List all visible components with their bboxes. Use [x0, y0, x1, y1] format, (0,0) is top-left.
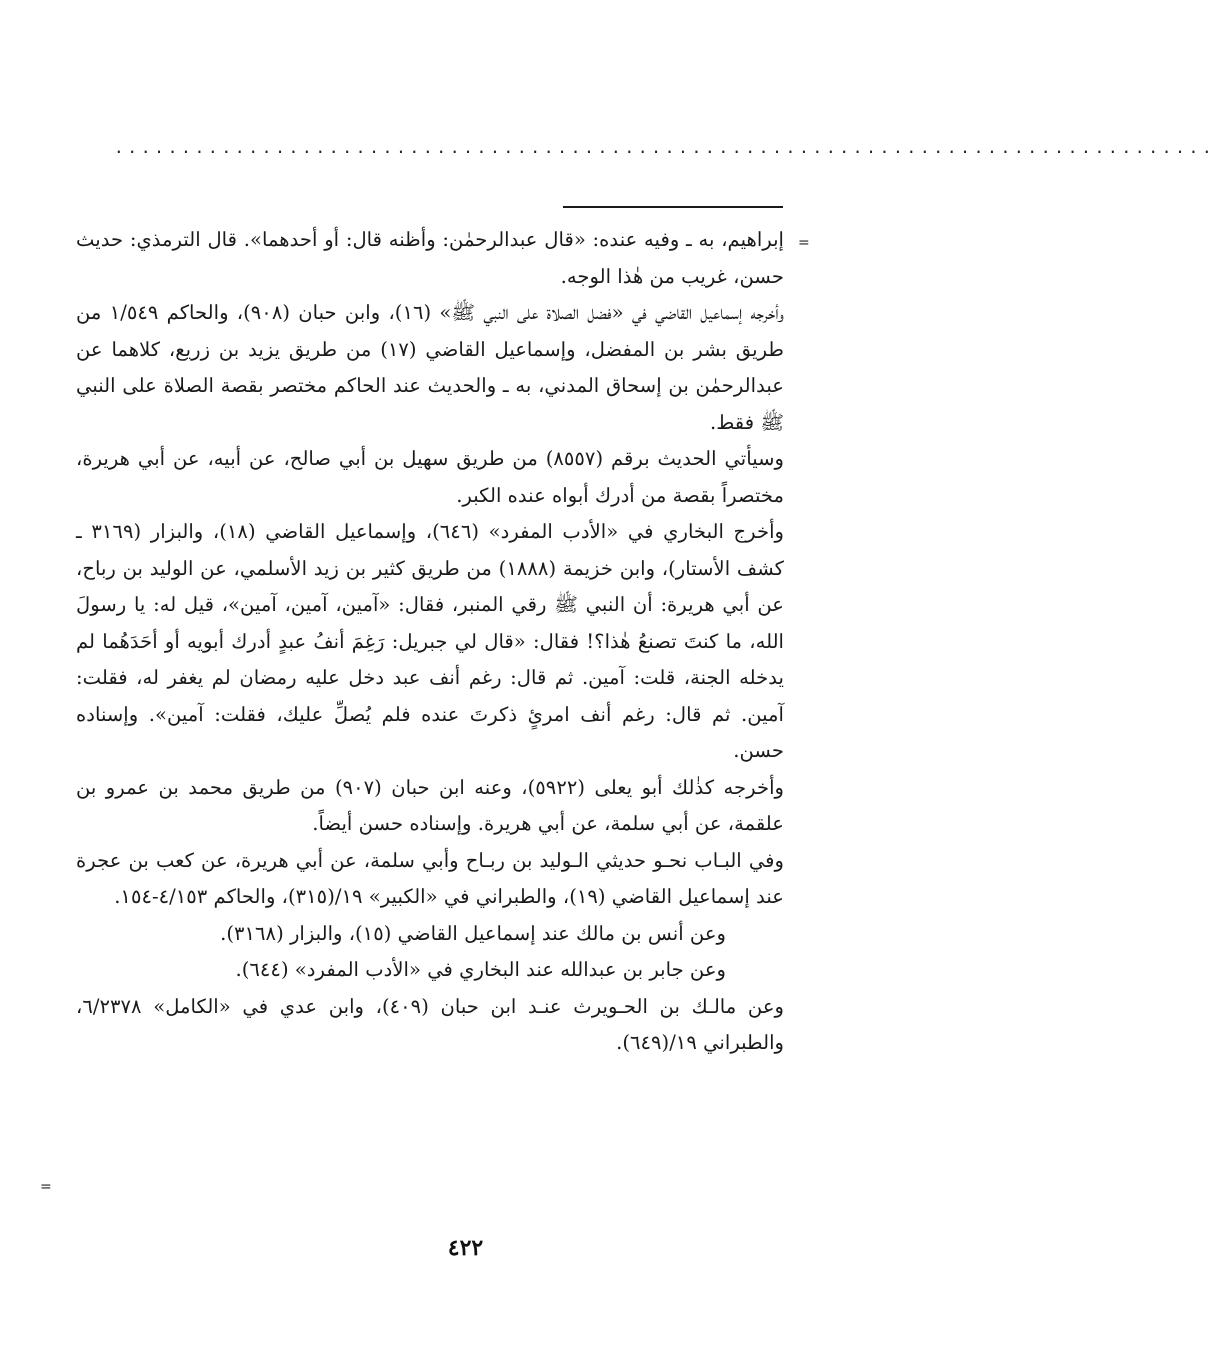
footnote-paragraph: وعن أنس بن مالك عند إسماعيل القاضي (١٥)، والبزار (٣١٦٨).: [220, 921, 726, 945]
page-number: ٤٢٢: [447, 1235, 484, 1261]
footnote-paragraph: وفي البـاب نحـو حديثي الـوليد بن ربـاح وأبي سلمة، عن أبي هريرة، عن كعب بن عجرة عند إسماعيل القاضي (١٩)، والطبراني في «الكبير» ١٩/(٣١٥)، والحاكم ٤/١٥٣-١٥٤.: [76, 848, 784, 908]
footnote-paragraph: وعن مالـك بن الحـويرث عنـد ابن حبان (٤٠٩)، وابن عدي في «الكامل» ٦/٢٣٧٨، والطبراني ١٩/(٦٤٩).: [76, 994, 784, 1054]
dotted-separator: ..................................................................................: [114, 138, 1216, 157]
footnote-paragraph: وسيأتي الحديث برقم (٨٥٥٧) من طريق سهيل بن أبي صالح، عن أبيه، عن أبي هريرة، مختصراً بقصة من أدرك أبواه عنده الكبر.: [76, 447, 784, 507]
footnote-continuation-marker: =: [798, 235, 810, 251]
footnote-paragraph: وأخرجه إسماعيل القاضي في «فضل الصلاة على النبي ﷺ» (١٦)، وابن حبان (٩٠٨)، والحاكم ١/٥٤٩ من طريق بشر بن المفضل، وإسماعيل القاضي (١٧) من طريق يزيد بن زريع، كلاهما عن عبدالرحمٰن بن إسحاق المدني، به ـ والحديث عند الحاكم مختصر بقصة الصلاة على النبي ﷺ فقط.: [76, 301, 784, 434]
footnote-rule: [563, 206, 783, 208]
footnote-paragraph: وعن جابر بن عبدالله عند البخاري في «الأدب المفرد» (٦٤٤).: [235, 958, 726, 981]
footnote-paragraph: وأخرجه كذٰلك أبو يعلى (٥٩٢٢)، وعنه ابن حبان (٩٠٧) من طريق محمد بن عمرو بن علقمة، عن أبي سلمة، عن أبي هريرة. وإسناده حسن أيضاً.: [76, 775, 785, 835]
footnotes-block: [76, 222, 784, 1062]
footnote-paragraph: إبراهيم، به ـ وفيه عنده: «قال عبدالرحمٰن: وأظنه قال: أو أحدهما». قال الترمذي: حديث حسن، غريب من هٰذا الوجه.: [76, 228, 784, 288]
footnote-continuation-marker: =: [40, 1179, 52, 1195]
footnote-paragraph: وأخرج البخاري في «الأدب المفرد» (٦٤٦)، وإسماعيل القاضي (١٨)، والبزار (٣١٦٩ ـ كشف الأستار)، وابن خزيمة (١٨٨٨) من طريق كثير بن زيد الأسلمي، عن الوليد بن رباح، عن أبي هريرة: أن النبي ﷺ رقي المنبر، فقال: «آمين، آمين، آمين»، قيل له: يا رسولَ الله، ما كنتَ تصنعُ هٰذا؟! فقال: «قال لي جبريل: رَغِمَ أنفُ عبدٍ أدرك أبويه أو أحَدَهُما لم يدخله الجنة، قلت: آمين. ثم قال: رغم أنف عبد دخل عليه رمضان لم يغفر له، فقلت: آمين. ثم قال: رغم أنف امرئٍ ذكرتَ عنده فلم يُصلِّ عليك، فقلت: آمين». وإسناده حسن.: [76, 520, 785, 762]
